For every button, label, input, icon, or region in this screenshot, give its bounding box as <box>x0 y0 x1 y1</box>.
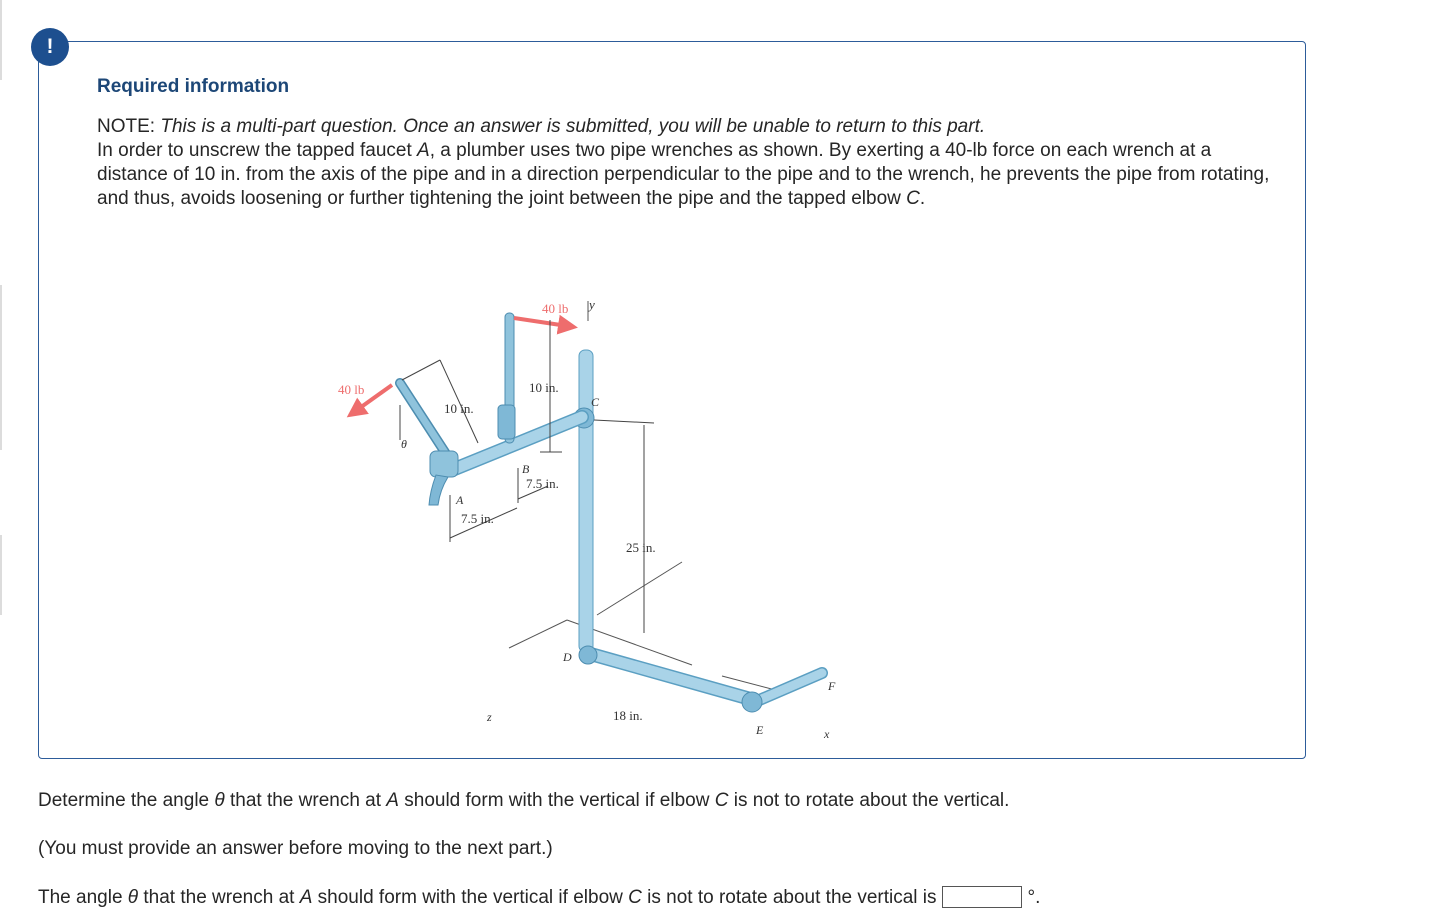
required-info-title: Required information <box>97 76 290 97</box>
wrench-b-jaw <box>498 405 515 439</box>
elbow-e <box>742 692 762 712</box>
left-edge-rule <box>0 285 2 450</box>
alert-icon: ! <box>31 28 69 66</box>
pipe-wrench-figure <box>292 255 852 741</box>
required-info-panel <box>38 41 1306 759</box>
point-a-label: A <box>456 493 464 507</box>
wrench-a-handle <box>400 383 450 460</box>
answer-requirement-note: (You must provide an answer before moving to the next part.) <box>38 838 553 859</box>
z-axis-label: z <box>487 710 492 724</box>
dim-7-5-b-label: 7.5 in. <box>526 476 559 491</box>
question-prompt: Determine the angle θ that the wrench at A should form with the vertical if elbow C is not to rotate about the vertical. <box>38 790 1010 811</box>
x-axis-label: x <box>824 727 830 741</box>
left-edge-rule <box>0 0 2 80</box>
dim-wrench-b-label: 10 in. <box>529 380 559 395</box>
force-arrow-b <box>514 318 574 327</box>
dim-wrench-a-line1 <box>402 360 440 380</box>
dim-25-label: 25 in. <box>626 540 656 555</box>
point-f-label: F <box>828 679 836 693</box>
z-axis-line <box>509 620 567 648</box>
dim-18-label: 18 in. <box>613 708 643 723</box>
pipe-de <box>587 653 747 698</box>
angle-answer-input[interactable] <box>942 886 1022 908</box>
point-b-label: B <box>522 462 530 476</box>
faucet-body <box>430 451 458 477</box>
floor-ref-line <box>597 562 682 615</box>
dim-25-top-tick <box>594 420 654 423</box>
faucet-spout <box>429 475 448 505</box>
note-line: NOTE: This is a multi-part question. Once an answer is submitted, you will be unable to return to this part. <box>97 116 986 137</box>
y-axis-label: y <box>589 297 595 312</box>
degree-unit: °. <box>1027 887 1041 909</box>
point-d-label: D <box>563 650 572 664</box>
elbow-d <box>579 646 597 664</box>
point-c-label: C <box>591 395 600 409</box>
point-e-label: E <box>756 723 764 737</box>
theta-label: θ <box>401 437 407 451</box>
left-edge-rule <box>0 535 2 615</box>
dim-7-5-a-label: 7.5 in. <box>461 511 494 526</box>
pipe-ac <box>452 417 582 470</box>
answer-line: The angle θ that the wrench at A should form with the vertical if elbow C is not to rotate about the vertical is °. <box>38 887 1041 909</box>
dim-wrench-a-label: 10 in. <box>444 401 474 416</box>
problem-text: In order to unscrew the tapped faucet A, a plumber uses two pipe wrenches as shown. By exerting a 40-lb force on each wrench at a distance of 10 in. from the axis of the pipe and in a direction perpendicular to the pipe and to the wrench, he prevents the pipe from rotating, and thus, avoids loosening or further tightening the joint between the pipe and the tapped elbow C. <box>97 140 1270 209</box>
pipe-ef <box>757 673 822 701</box>
force-label-b: 40 lb <box>542 301 569 316</box>
problem-statement <box>97 115 1272 211</box>
force-label-a: 40 lb <box>338 382 365 397</box>
